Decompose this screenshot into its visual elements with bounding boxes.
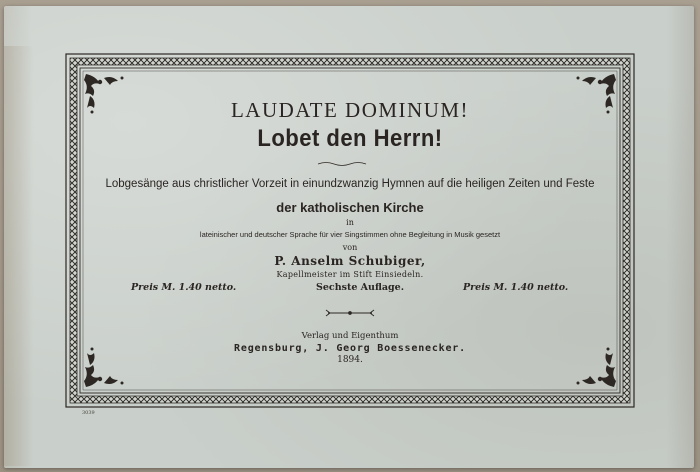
price-right: Preis M. 1.40 netto. [463,282,569,293]
subtitle-church: der katholischen Kirche [276,200,424,215]
subtitle: Lobgesänge aus christlicher Vorzeit in einundzwanzig Hymnen auf die heiligen Zeiten und Feste [105,178,595,190]
title-divider [318,163,366,166]
title-german: Lobet den Herrn! [257,125,443,152]
verlag-line: Verlag und Eigenthum [301,331,399,341]
price-left: Preis M. 1.40 netto. [131,282,237,293]
edition: Sechste Auflage. [316,282,405,293]
author-name: P. Anselm Schubiger, [274,254,426,268]
plate-code: 3039 [82,410,95,416]
publisher: Regensburg, J. Georg Boessenecker. [234,343,466,354]
word-von: von [342,243,358,252]
year: 1894. [337,355,363,365]
title-latin: LAUDATE DOMINUM! [230,98,470,122]
author-title: Kapellmeister im Stift Einsiedeln. [276,270,424,279]
word-in: in [346,218,354,227]
verlag-ornament [326,310,374,316]
description: lateinischer und deutscher Sprache für vier Singstimmen ohne Begleitung in Musik gesetzt [199,230,501,239]
